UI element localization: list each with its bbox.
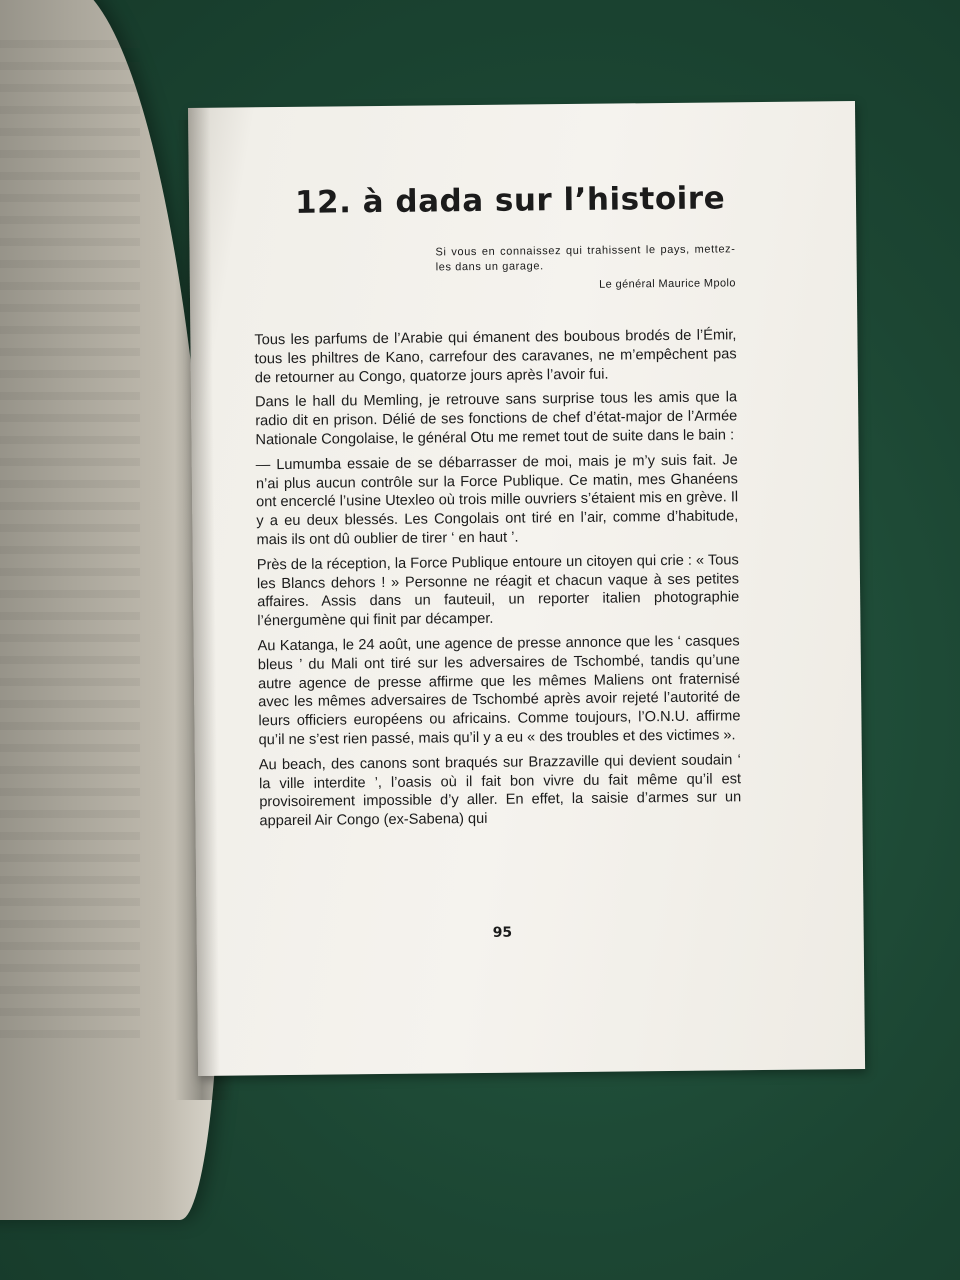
left-page-text [0,40,140,1040]
paragraph: Au beach, des canons sont braqués sur Brazzaville qui devient soudain ‘ la ville interdite ’, l’oasis où il fait bon vivre du fait même qu’il est provisoirement impossible d’y aller. En effet, la saisie d’armes sur un appareil Air Congo (ex-Sabena) qui [258,751,742,830]
epigraph-text: Si vous en connaissez qui trahissent le pays, mettez-les dans un garage. [435,243,736,274]
paragraph: Dans le hall du Memling, je retrouve sans surprise tous les amis que la radio dit en prison. Délié de ses fonctions de chef d’état-major de l’Armée Nationale Congolaise, le général Otu me remet tout de suite dans le bain : [255,389,738,449]
right-page [188,101,865,1076]
paragraph: Près de la réception, la Force Publique entoure un citoyen qui crie : « Tous les Blancs dehors ! » Personne ne réagit et chacun vaque à ses petites affaires. Assis dans un fauteuil, un reporter italien photographie l’énergumène qui finit par décamper. [256,552,740,630]
chapter-title: 12. à dada sur l’histoire [294,180,726,221]
paragraph: — Lumumba essaie de se débarrasser de moi, mais je m’y suis fait. Je n’ai plus aucun contrôle sur la Force Publique. Ce matin, mes Ghanéens ont encerclé l’usine Utexleo où trois mille ouvriers s’étaient mis en grève. Il y a eu deux blessés. Les Congolais ont tiré en l’air, comme d’habitude, mais ils ont dû oublier de tirer ‘ en haut ’. [255,452,739,549]
page-number: 95 [492,924,513,941]
paragraph: Tous les parfums de l’Arabie qui émanent des boubous brodés de l’Émir, tous les philtres de Kano, carrefour des caravanes, ne m’empêchent pas de retourner au Congo, quatorze jours après l’avoir fui. [254,327,737,386]
paragraph: Au Katanga, le 24 août, une agence de presse annonce que les ‘ casques bleus ’ du Mali ont tiré sur les adversaires de Tschombé, tandis qu’une autre agence de presse affirme que les mêmes Maliens ont fraternisé avec les mêmes adversaires de Tschombé après avoir rejeté l’autorité de leurs officiers européens ou africains. Comme toujours, l’O.N.U. affirme qu’il ne s’est rien passé, mais qu’il y a eu « des troubles et des victimes ». [257,633,741,749]
epigraph-author: Le général Maurice Mpolo [599,277,736,291]
body-text [254,326,741,837]
